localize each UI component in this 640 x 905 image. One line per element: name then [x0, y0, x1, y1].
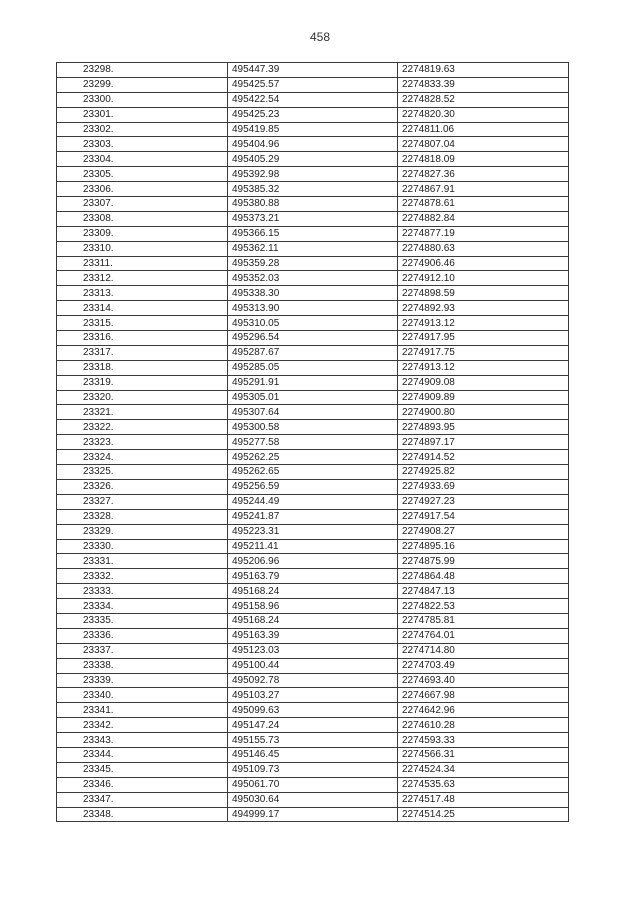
y-coordinate-cell: 2274909.08	[398, 375, 569, 390]
table-row	[57, 673, 569, 688]
point-number-cell: 23338.	[57, 658, 228, 673]
y-coordinate-cell: 2274864.48	[398, 569, 569, 584]
table-row	[57, 718, 569, 733]
y-coordinate-cell: 2274897.17	[398, 435, 569, 450]
x-coordinate-cell: 495404.96	[228, 137, 398, 152]
y-coordinate-cell: 2274714.80	[398, 643, 569, 658]
table-row	[57, 405, 569, 420]
x-coordinate-cell: 495099.63	[228, 703, 398, 718]
x-coordinate-cell: 495147.24	[228, 718, 398, 733]
table-body	[57, 63, 569, 822]
table-row	[57, 435, 569, 450]
point-number-cell: 23317.	[57, 345, 228, 360]
table-row	[57, 331, 569, 346]
table-row	[57, 390, 569, 405]
y-coordinate-cell: 2274593.33	[398, 733, 569, 748]
x-coordinate-cell: 495305.01	[228, 390, 398, 405]
x-coordinate-cell: 495262.65	[228, 465, 398, 480]
point-number-cell: 23327.	[57, 494, 228, 509]
table-row	[57, 509, 569, 524]
y-coordinate-cell: 2274610.28	[398, 718, 569, 733]
x-coordinate-cell: 495256.59	[228, 479, 398, 494]
x-coordinate-cell: 495244.49	[228, 494, 398, 509]
x-coordinate-cell: 495100.44	[228, 658, 398, 673]
y-coordinate-cell: 2274524.34	[398, 762, 569, 777]
x-coordinate-cell: 495285.05	[228, 360, 398, 375]
x-coordinate-cell: 495425.23	[228, 107, 398, 122]
y-coordinate-cell: 2274818.09	[398, 152, 569, 167]
y-coordinate-cell: 2274807.04	[398, 137, 569, 152]
y-coordinate-cell: 2274908.27	[398, 524, 569, 539]
y-coordinate-cell: 2274811.06	[398, 122, 569, 137]
x-coordinate-cell: 495168.24	[228, 613, 398, 628]
y-coordinate-cell: 2274703.49	[398, 658, 569, 673]
point-number-cell: 23343.	[57, 733, 228, 748]
table-row	[57, 137, 569, 152]
x-coordinate-cell: 495109.73	[228, 762, 398, 777]
y-coordinate-cell: 2274906.46	[398, 256, 569, 271]
y-coordinate-cell: 2274877.19	[398, 226, 569, 241]
point-number-cell: 23326.	[57, 479, 228, 494]
x-coordinate-cell: 495352.03	[228, 271, 398, 286]
table-row	[57, 182, 569, 197]
y-coordinate-cell: 2274875.99	[398, 554, 569, 569]
table-row	[57, 643, 569, 658]
y-coordinate-cell: 2274693.40	[398, 673, 569, 688]
y-coordinate-cell: 2274933.69	[398, 479, 569, 494]
y-coordinate-cell: 2274827.36	[398, 167, 569, 182]
table-row	[57, 554, 569, 569]
point-number-cell: 23330.	[57, 539, 228, 554]
point-number-cell: 23347.	[57, 792, 228, 807]
table-row	[57, 777, 569, 792]
point-number-cell: 23320.	[57, 390, 228, 405]
table-row	[57, 584, 569, 599]
point-number-cell: 23313.	[57, 286, 228, 301]
x-coordinate-cell: 495300.58	[228, 420, 398, 435]
point-number-cell: 23322.	[57, 420, 228, 435]
x-coordinate-cell: 495163.39	[228, 628, 398, 643]
y-coordinate-cell: 2274882.84	[398, 211, 569, 226]
table-row	[57, 345, 569, 360]
y-coordinate-cell: 2274517.48	[398, 792, 569, 807]
point-number-cell: 23302.	[57, 122, 228, 137]
point-number-cell: 23308.	[57, 211, 228, 226]
table-row	[57, 569, 569, 584]
point-number-cell: 23344.	[57, 747, 228, 762]
x-coordinate-cell: 495241.87	[228, 509, 398, 524]
table-row	[57, 703, 569, 718]
x-coordinate-cell: 495262.25	[228, 450, 398, 465]
point-number-cell: 23345.	[57, 762, 228, 777]
table-row	[57, 465, 569, 480]
table-row	[57, 92, 569, 107]
table-row	[57, 197, 569, 212]
table-row	[57, 479, 569, 494]
y-coordinate-cell: 2274819.63	[398, 63, 569, 78]
point-number-cell: 23332.	[57, 569, 228, 584]
table-row	[57, 420, 569, 435]
x-coordinate-cell: 495392.98	[228, 167, 398, 182]
y-coordinate-cell: 2274917.54	[398, 509, 569, 524]
point-number-cell: 23311.	[57, 256, 228, 271]
y-coordinate-cell: 2274566.31	[398, 747, 569, 762]
point-number-cell: 23298.	[57, 63, 228, 78]
point-number-cell: 23346.	[57, 777, 228, 792]
table-row	[57, 599, 569, 614]
x-coordinate-cell: 495373.21	[228, 211, 398, 226]
page-number: 458	[309, 30, 331, 44]
y-coordinate-cell: 2274914.52	[398, 450, 569, 465]
x-coordinate-cell: 495385.32	[228, 182, 398, 197]
x-coordinate-cell: 495366.15	[228, 226, 398, 241]
y-coordinate-cell: 2274925.82	[398, 465, 569, 480]
table-row	[57, 792, 569, 807]
x-coordinate-cell: 495362.11	[228, 241, 398, 256]
table-row	[57, 301, 569, 316]
y-coordinate-cell: 2274828.52	[398, 92, 569, 107]
y-coordinate-cell: 2274893.95	[398, 420, 569, 435]
table-row	[57, 271, 569, 286]
y-coordinate-cell: 2274880.63	[398, 241, 569, 256]
x-coordinate-cell: 495123.03	[228, 643, 398, 658]
table-row	[57, 494, 569, 509]
x-coordinate-cell: 495155.73	[228, 733, 398, 748]
table-row	[57, 63, 569, 78]
y-coordinate-cell: 2274867.91	[398, 182, 569, 197]
y-coordinate-cell: 2274667.98	[398, 688, 569, 703]
x-coordinate-cell: 495405.29	[228, 152, 398, 167]
y-coordinate-cell: 2274895.16	[398, 539, 569, 554]
point-number-cell: 23333.	[57, 584, 228, 599]
table-row	[57, 658, 569, 673]
point-number-cell: 23319.	[57, 375, 228, 390]
x-coordinate-cell: 495092.78	[228, 673, 398, 688]
x-coordinate-cell: 495277.58	[228, 435, 398, 450]
point-number-cell: 23331.	[57, 554, 228, 569]
table-row	[57, 77, 569, 92]
y-coordinate-cell: 2274892.93	[398, 301, 569, 316]
x-coordinate-cell: 495313.90	[228, 301, 398, 316]
point-number-cell: 23340.	[57, 688, 228, 703]
table-row	[57, 628, 569, 643]
table-row	[57, 807, 569, 822]
y-coordinate-cell: 2274900.80	[398, 405, 569, 420]
point-number-cell: 23314.	[57, 301, 228, 316]
y-coordinate-cell: 2274847.13	[398, 584, 569, 599]
y-coordinate-cell: 2274878.61	[398, 197, 569, 212]
table-row	[57, 375, 569, 390]
table-row	[57, 107, 569, 122]
point-number-cell: 23342.	[57, 718, 228, 733]
point-number-cell: 23300.	[57, 92, 228, 107]
table-row	[57, 152, 569, 167]
table-row	[57, 450, 569, 465]
point-number-cell: 23303.	[57, 137, 228, 152]
x-coordinate-cell: 495061.70	[228, 777, 398, 792]
table-row	[57, 539, 569, 554]
x-coordinate-cell: 495380.88	[228, 197, 398, 212]
table-row	[57, 211, 569, 226]
y-coordinate-cell: 2274514.25	[398, 807, 569, 822]
point-number-cell: 23318.	[57, 360, 228, 375]
point-number-cell: 23299.	[57, 77, 228, 92]
x-coordinate-cell: 495359.28	[228, 256, 398, 271]
x-coordinate-cell: 495425.57	[228, 77, 398, 92]
x-coordinate-cell: 495287.67	[228, 345, 398, 360]
point-number-cell: 23337.	[57, 643, 228, 658]
x-coordinate-cell: 495307.64	[228, 405, 398, 420]
table-row	[57, 688, 569, 703]
point-number-cell: 23339.	[57, 673, 228, 688]
y-coordinate-cell: 2274785.81	[398, 613, 569, 628]
point-number-cell: 23329.	[57, 524, 228, 539]
table-row	[57, 316, 569, 331]
point-number-cell: 23348.	[57, 807, 228, 822]
point-number-cell: 23315.	[57, 316, 228, 331]
table-row	[57, 286, 569, 301]
point-number-cell: 23304.	[57, 152, 228, 167]
table-row	[57, 733, 569, 748]
x-coordinate-cell: 495146.45	[228, 747, 398, 762]
x-coordinate-cell: 495211.41	[228, 539, 398, 554]
y-coordinate-cell: 2274913.12	[398, 360, 569, 375]
table-row	[57, 122, 569, 137]
x-coordinate-cell: 495310.05	[228, 316, 398, 331]
table-row	[57, 613, 569, 628]
table-row	[57, 360, 569, 375]
x-coordinate-cell: 495103.27	[228, 688, 398, 703]
x-coordinate-cell: 495291.91	[228, 375, 398, 390]
point-number-cell: 23336.	[57, 628, 228, 643]
point-number-cell: 23301.	[57, 107, 228, 122]
point-number-cell: 23323.	[57, 435, 228, 450]
x-coordinate-cell: 495338.30	[228, 286, 398, 301]
point-number-cell: 23328.	[57, 509, 228, 524]
table-row	[57, 747, 569, 762]
y-coordinate-cell: 2274822.53	[398, 599, 569, 614]
x-coordinate-cell: 495163.79	[228, 569, 398, 584]
y-coordinate-cell: 2274917.75	[398, 345, 569, 360]
x-coordinate-cell: 495158.96	[228, 599, 398, 614]
y-coordinate-cell: 2274913.12	[398, 316, 569, 331]
point-number-cell: 23335.	[57, 613, 228, 628]
x-coordinate-cell: 495223.31	[228, 524, 398, 539]
point-number-cell: 23316.	[57, 331, 228, 346]
x-coordinate-cell: 495168.24	[228, 584, 398, 599]
y-coordinate-cell: 2274820.30	[398, 107, 569, 122]
x-coordinate-cell: 495422.54	[228, 92, 398, 107]
y-coordinate-cell: 2274917.95	[398, 331, 569, 346]
x-coordinate-cell: 495447.39	[228, 63, 398, 78]
x-coordinate-cell: 495206.96	[228, 554, 398, 569]
table-row	[57, 524, 569, 539]
x-coordinate-cell: 495030.64	[228, 792, 398, 807]
point-number-cell: 23334.	[57, 599, 228, 614]
point-number-cell: 23307.	[57, 197, 228, 212]
table-row	[57, 241, 569, 256]
point-number-cell: 23321.	[57, 405, 228, 420]
point-number-cell: 23312.	[57, 271, 228, 286]
y-coordinate-cell: 2274642.96	[398, 703, 569, 718]
point-number-cell: 23310.	[57, 241, 228, 256]
table-row	[57, 762, 569, 777]
coordinates-table	[56, 62, 569, 822]
y-coordinate-cell: 2274833.39	[398, 77, 569, 92]
y-coordinate-cell: 2274535.63	[398, 777, 569, 792]
point-number-cell: 23306.	[57, 182, 228, 197]
y-coordinate-cell: 2274764.01	[398, 628, 569, 643]
table-row	[57, 167, 569, 182]
point-number-cell: 23305.	[57, 167, 228, 182]
y-coordinate-cell: 2274909.89	[398, 390, 569, 405]
point-number-cell: 23341.	[57, 703, 228, 718]
point-number-cell: 23309.	[57, 226, 228, 241]
table-row	[57, 226, 569, 241]
x-coordinate-cell: 495419.85	[228, 122, 398, 137]
point-number-cell: 23325.	[57, 465, 228, 480]
x-coordinate-cell: 494999.17	[228, 807, 398, 822]
y-coordinate-cell: 2274912.10	[398, 271, 569, 286]
x-coordinate-cell: 495296.54	[228, 331, 398, 346]
table-row	[57, 256, 569, 271]
point-number-cell: 23324.	[57, 450, 228, 465]
y-coordinate-cell: 2274898.59	[398, 286, 569, 301]
y-coordinate-cell: 2274927.23	[398, 494, 569, 509]
